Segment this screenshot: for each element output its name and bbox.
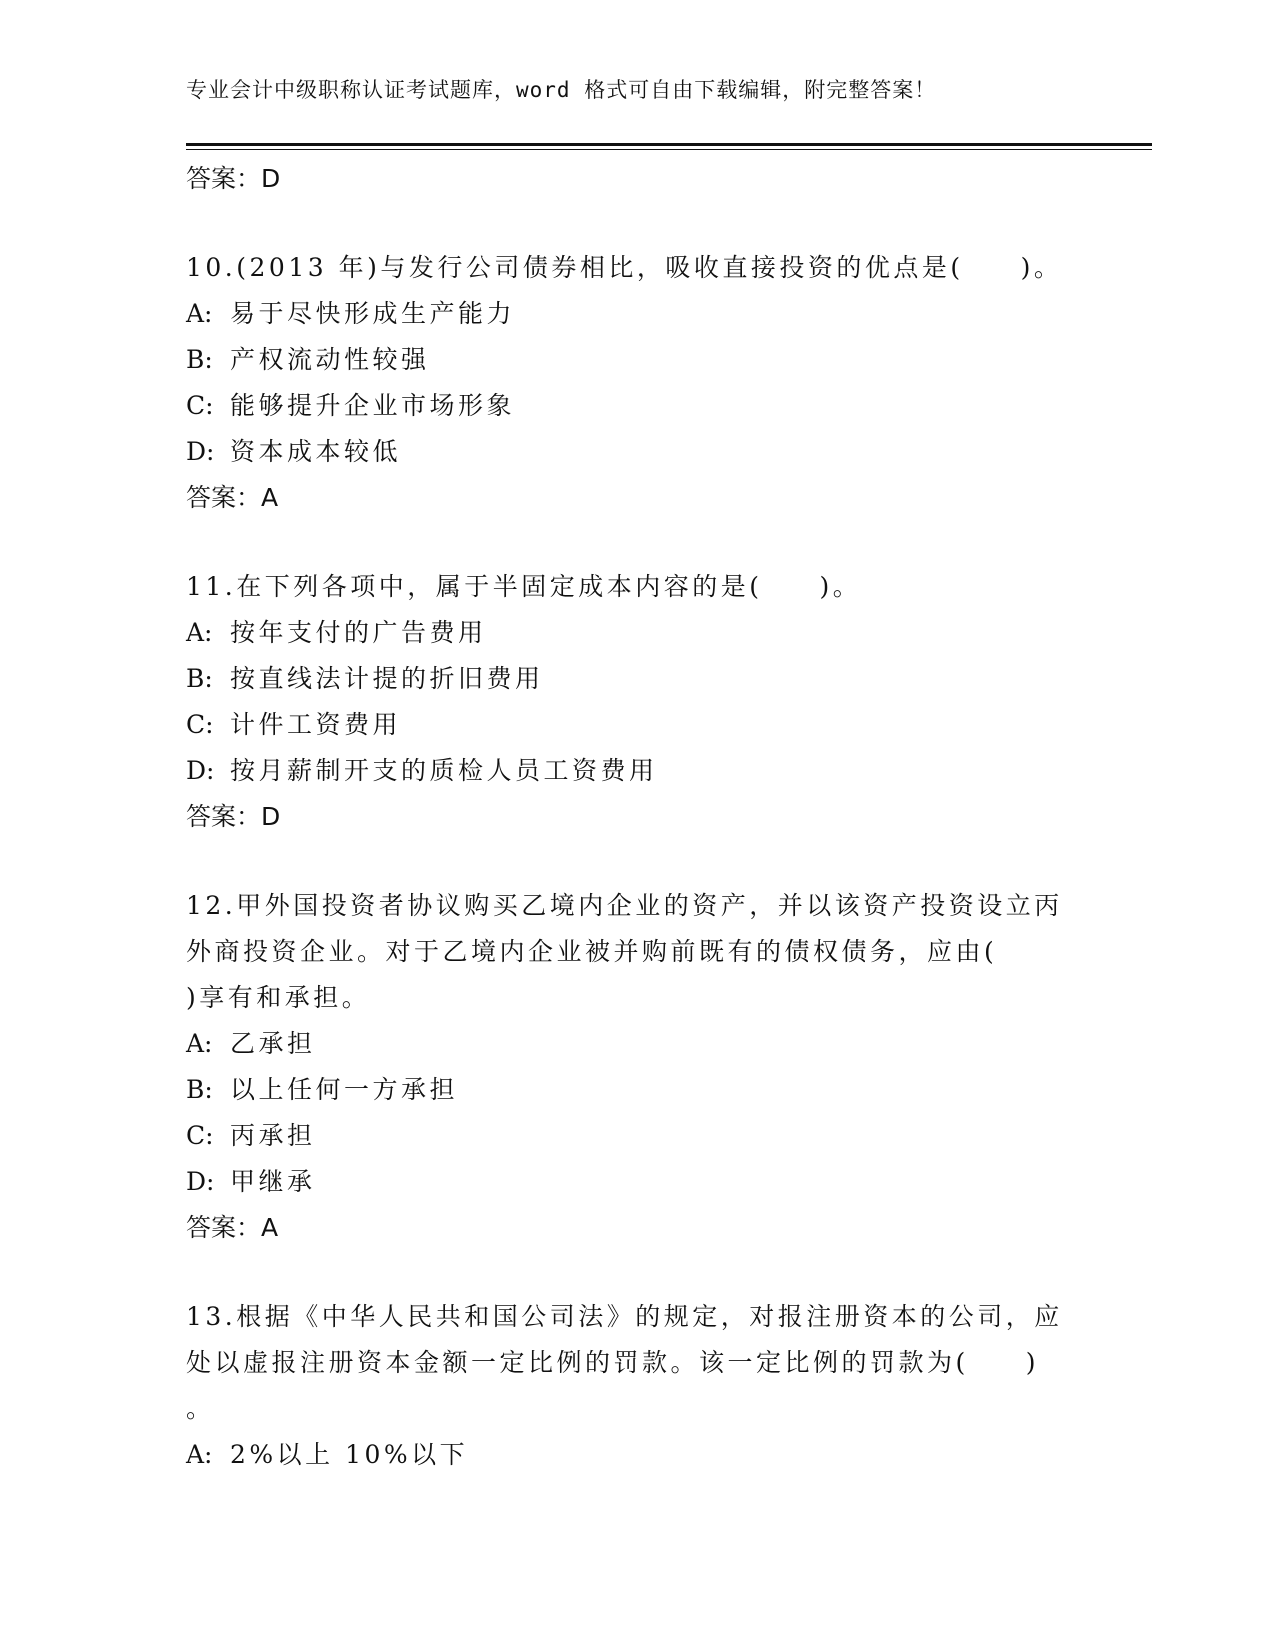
option-text: 易于尽快形成生产能力 [230,299,516,328]
option-letter: C: [186,710,214,739]
option-text: 2%以上 10%以下 [230,1440,469,1469]
option-letter: C: [186,1121,214,1150]
option-text: 能够提升企业市场形象 [230,391,516,420]
question-text: 11.在下列各项中，属于半固定成本内容的是( )。 [186,572,862,601]
option-text: 乙承担 [230,1029,316,1058]
option-text: 按直线法计提的折旧费用 [230,664,544,693]
option-c [186,1113,1086,1159]
option-text: 计件工资费用 [230,710,402,739]
question-block [186,883,1086,1251]
option-a [186,1432,1086,1478]
question-list [186,156,1086,1478]
option-a [186,1021,1086,1067]
option-text: 按月薪制开支的质检人员工资费用 [230,756,658,785]
option-letter: A: [186,1029,213,1058]
option-d [186,1159,1086,1205]
option-letter: D: [186,1167,215,1196]
option-letter: B: [186,664,213,693]
question-block [186,245,1086,521]
option-c [186,383,1086,429]
option-text: 甲继承 [230,1167,316,1196]
option-letter: D: [186,756,215,785]
question-text: 10.(2013 年)与发行公司债券相比，吸收直接投资的优点是( )。 [186,253,1063,282]
answer-line: 答案：A [186,483,279,512]
question-text: )享有和承担。 [186,983,371,1012]
option-a [186,610,1086,656]
option-letter: D: [186,437,215,466]
option-text: 按年支付的广告费用 [230,618,487,647]
option-d [186,748,1086,794]
header-rule-thin [186,149,1152,150]
question-text: 外商投资企业。对于乙境内企业被并购前既有的债权债务，应由( [186,937,998,966]
question-block [186,564,1086,840]
question-text: 12.甲外国投资者协议购买乙境内企业的资产，并以该资产投资设立丙 [186,891,1063,920]
option-text: 以上任何一方承担 [230,1075,459,1104]
option-letter: B: [186,345,213,374]
option-a [186,291,1086,337]
option-b [186,337,1086,383]
option-b [186,656,1086,702]
question-block [186,1294,1086,1478]
question-text: 。 [186,1394,215,1423]
option-letter: A: [186,1440,213,1469]
option-letter: A: [186,618,213,647]
option-text: 资本成本较低 [230,437,402,466]
question-text: 处以虚报注册资本金额一定比例的罚款。该一定比例的罚款为( ) [186,1348,1040,1377]
answer-line: 答案：D [186,164,281,193]
answer-line: 答案：D [186,802,281,831]
header-rule-thick [186,143,1152,146]
question-text: 13.根据《中华人民共和国公司法》的规定，对报注册资本的公司，应 [186,1302,1063,1331]
option-c [186,702,1086,748]
option-letter: B: [186,1075,213,1104]
page-header: 专业会计中级职称认证考试题库，word 格式可自由下载编辑，附完整答案！ [186,78,937,102]
option-b [186,1067,1086,1113]
answer-line: 答案：A [186,1213,279,1242]
option-text: 产权流动性较强 [230,345,430,374]
option-letter: A: [186,299,213,328]
option-letter: C: [186,391,214,420]
option-d [186,429,1086,475]
option-text: 丙承担 [230,1121,316,1150]
